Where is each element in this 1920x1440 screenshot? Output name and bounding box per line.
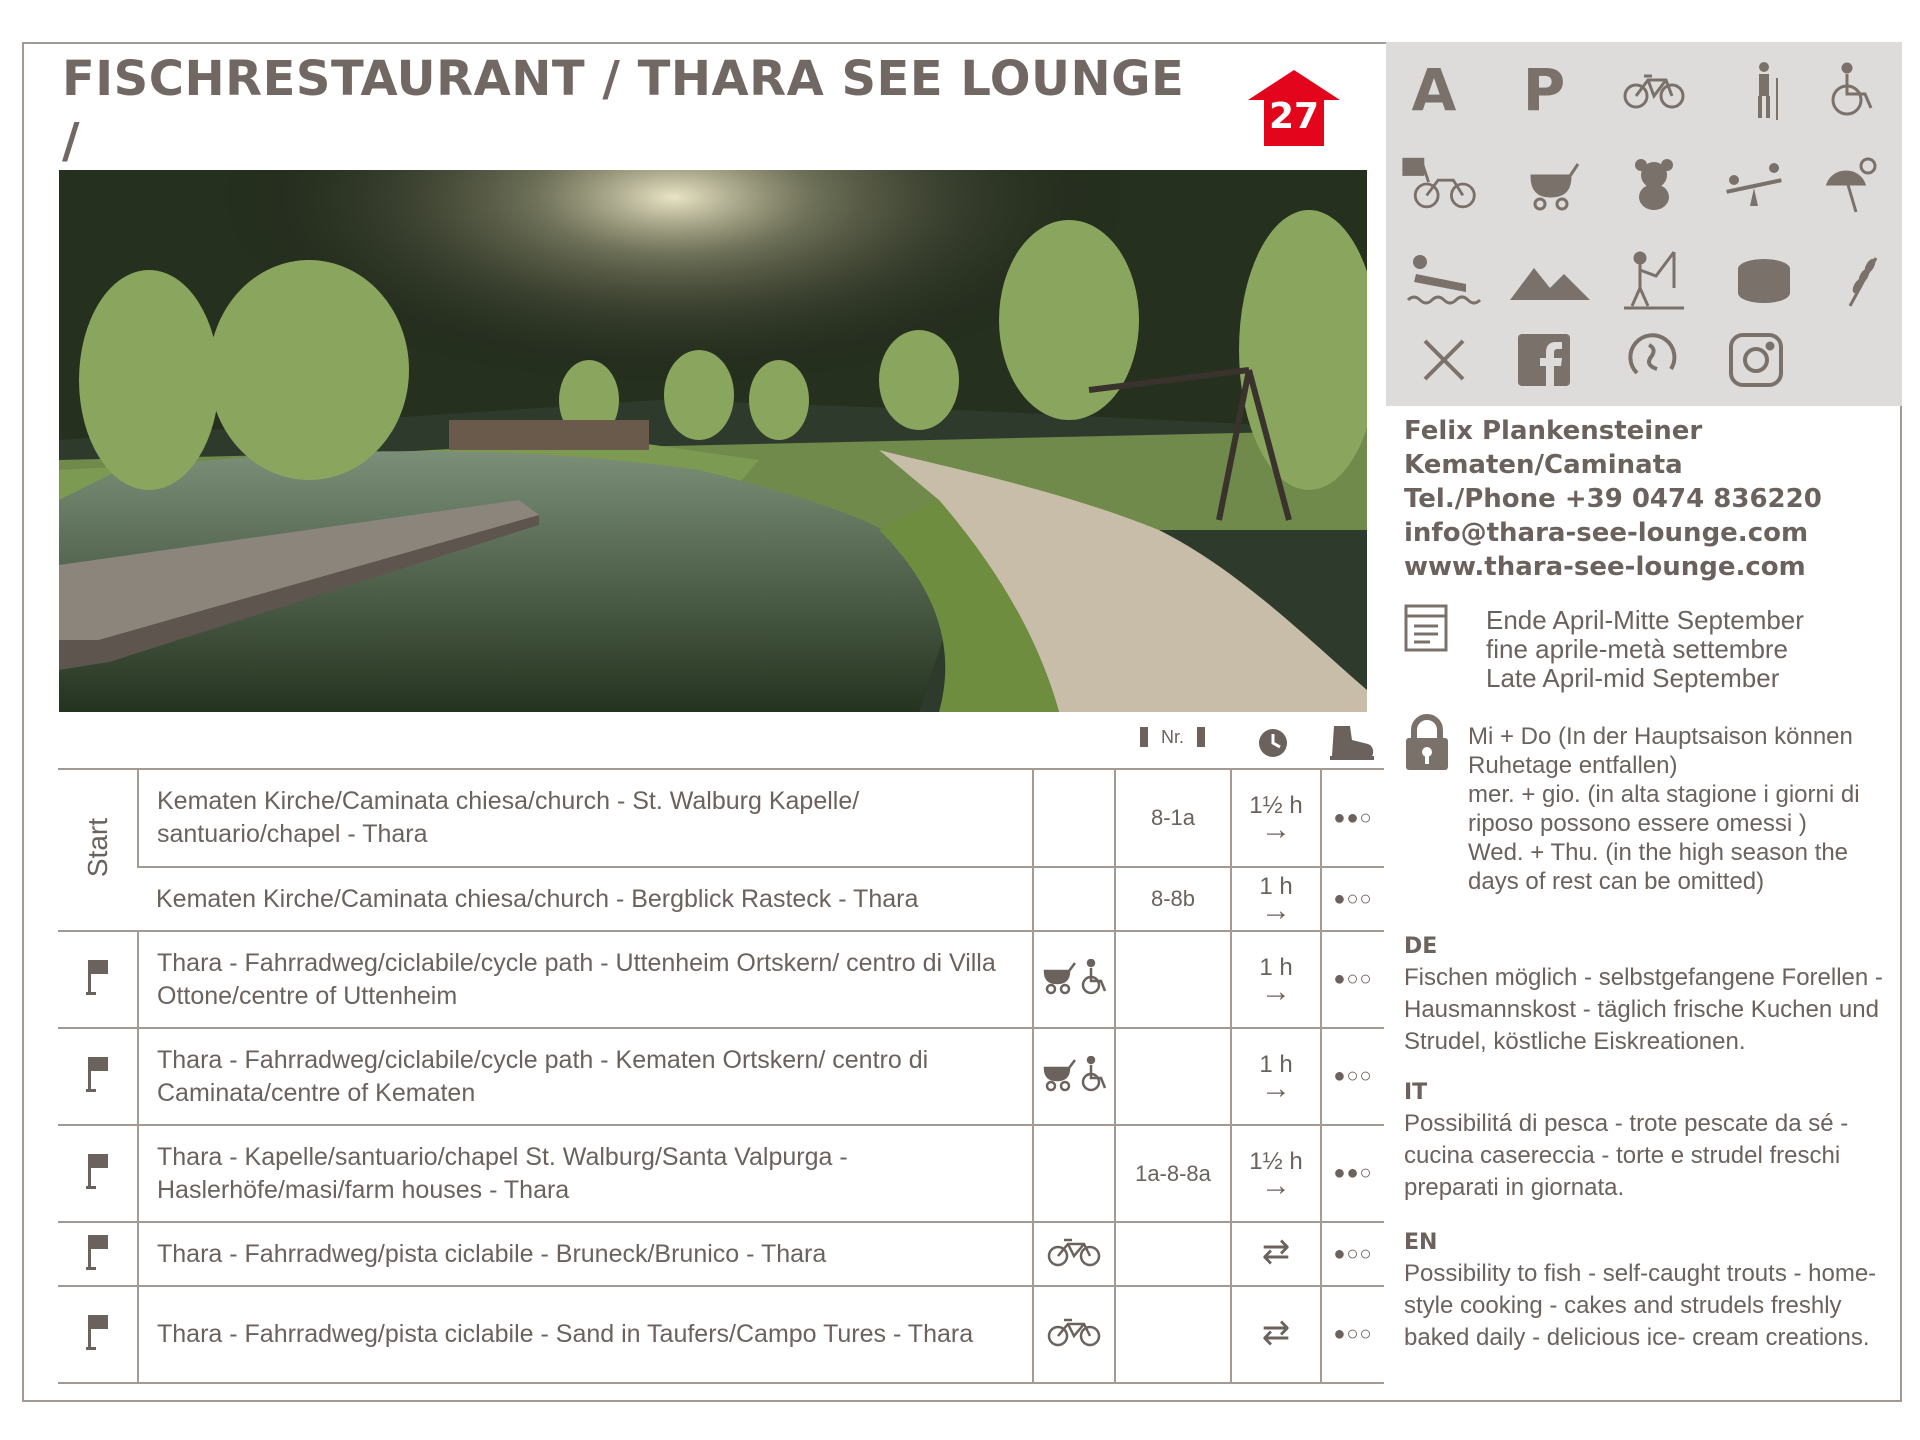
bicycle-icon: [1033, 1286, 1115, 1383]
table-row[interactable]: [58, 769, 1384, 867]
lang-code-it: IT: [1404, 1080, 1428, 1105]
clock-icon: [1258, 728, 1288, 763]
route-name: Thara - Fahrradweg/pista ciclabile - Bruneck/Brunico - Thara: [138, 1222, 1033, 1286]
hiker-icon: [1724, 50, 1804, 130]
season-en: Late April-mid September: [1486, 663, 1780, 693]
stroller-icon: [1514, 144, 1594, 224]
table-row[interactable]: [58, 1286, 1384, 1383]
teddy-bear-icon: [1614, 144, 1694, 224]
bike-trailer-icon: [1400, 144, 1480, 224]
route-time-label: 1 h: [1259, 873, 1293, 900]
sunbather-icon: [1404, 240, 1484, 320]
return-trip-icon: ⇄: [1231, 1222, 1321, 1286]
route-nr: [1115, 1286, 1231, 1383]
route-difficulty: ●○○: [1321, 1286, 1384, 1383]
contact-website[interactable]: www.thara-see-lounge.com: [1404, 552, 1806, 582]
seesaw-icon: [1714, 144, 1794, 224]
lake-photo: [59, 170, 1367, 712]
route-name: Kematen Kirche/Caminata chiesa/church - St. Walburg Kapelle/ santuario/chapel - Thara: [138, 769, 1033, 867]
number-badge: [1248, 70, 1340, 146]
contact-place: Kematen/Caminata: [1404, 450, 1683, 480]
start-label: Start: [81, 817, 113, 878]
description-it-text: Possibilitá di pesca - trote pescate da sé - cucina casereccia - torte e strudel freschi preparati in giornata.: [1404, 1110, 1849, 1201]
route-name: Thara - Fahrradweg/ciclabile/cycle path - Kematen Ortskern/ centro di Caminata/centre of Kematen: [138, 1028, 1033, 1125]
route-nr: 8-8b: [1115, 867, 1231, 931]
route-nr: [1115, 931, 1231, 1028]
route-time-label: 1½ h: [1249, 792, 1303, 819]
number-badge-label: 27: [1268, 96, 1320, 137]
table-row[interactable]: [58, 1222, 1384, 1286]
parking-icon: [1504, 50, 1584, 130]
start-cell: [58, 769, 138, 931]
route-time: [1231, 931, 1321, 1028]
contact-email[interactable]: info@thara-see-lounge.com: [1404, 518, 1809, 548]
route-difficulty: ●●○: [1321, 769, 1384, 867]
route-nr: 1a-8-8a: [1115, 1125, 1231, 1222]
table-row[interactable]: [58, 1028, 1384, 1125]
route-difficulty: ●○○: [1321, 867, 1384, 931]
grain-icon: [1824, 240, 1904, 320]
stroller-wheelchair-icon: [1033, 1028, 1115, 1125]
parking-letter: P: [1522, 56, 1566, 124]
cake-icon: [1724, 240, 1804, 320]
lang-code-de: DE: [1404, 934, 1438, 959]
routes-table: [58, 768, 1384, 1384]
description-de: [1404, 932, 1894, 1058]
return-trip-icon: ⇄: [1231, 1286, 1321, 1383]
arrow-right-icon: →: [1261, 1168, 1291, 1202]
table-row[interactable]: [58, 1125, 1384, 1222]
route-nr: 8-1a: [1115, 769, 1231, 867]
season-de: Ende April-Mitte September: [1486, 605, 1804, 635]
route-time: [1231, 1125, 1321, 1222]
sun-umbrella-icon: [1814, 144, 1894, 224]
rest-days-it: mer. + gio. (in alta stagione i giorni di riposo possono essere omessi ): [1468, 781, 1860, 837]
table-row[interactable]: [58, 931, 1384, 1028]
contact-name: Felix Plankensteiner: [1404, 416, 1703, 446]
nr-header-label: Nr.: [1161, 726, 1185, 747]
lang-code-en: EN: [1404, 1230, 1438, 1255]
route-access: [1033, 867, 1115, 931]
lock-icon: [1404, 714, 1450, 777]
route-nr: [1115, 1028, 1231, 1125]
route-time: [1231, 769, 1321, 867]
stroller-wheelchair-icon: [1033, 931, 1115, 1028]
route-time-label: 1½ h: [1249, 1147, 1303, 1175]
description-it: [1404, 1078, 1894, 1204]
contact-block: [1404, 414, 1822, 584]
route-difficulty: ●●○: [1321, 1125, 1384, 1222]
instagram-icon: [1716, 320, 1796, 400]
access-letter: A: [1411, 56, 1457, 124]
angler-icon: [1614, 240, 1694, 320]
title-line-1: FISCHRESTAURANT / THARA SEE LOUNGE /: [62, 51, 1185, 169]
arrow-right-icon: →: [1261, 974, 1291, 1008]
flag-icon: [58, 1028, 138, 1125]
wheelchair-icon: [1814, 50, 1894, 130]
facebook-icon: [1504, 320, 1584, 400]
route-access: [1033, 769, 1115, 867]
route-difficulty: ●○○: [1321, 1222, 1384, 1286]
flag-icon: [58, 1286, 138, 1383]
bicycle-icon: [1033, 1222, 1115, 1286]
flag-icon: [58, 931, 138, 1028]
arrow-right-icon: →: [1261, 1071, 1291, 1105]
contact-phone[interactable]: Tel./Phone +39 0474 836220: [1404, 484, 1822, 514]
description-de-text: Fischen möglich - selbstgefangene Forellen - Hausmannskost - täglich frische Kuchen und Strudel, köstliche Eiskreationen.: [1404, 964, 1883, 1055]
rest-days-block: [1468, 722, 1888, 896]
route-name: Thara - Fahrradweg/ciclabile/cycle path - Uttenheim Ortskern/ centro di Villa Ottone/centre of Uttenheim: [138, 931, 1033, 1028]
access-letter-icon: [1394, 50, 1474, 130]
arrow-right-icon: →: [1261, 894, 1291, 927]
description-en-text: Possibility to fish - self-caught trouts - home-style cooking - cakes and strudels freshly baked daily - delicious ice- cream creations.: [1404, 1260, 1877, 1351]
season-it: fine aprile-metà settembre: [1486, 634, 1789, 664]
route-name: Kematen Kirche/Caminata chiesa/church - Bergblick Rasteck - Thara: [138, 867, 1033, 931]
description-en: [1404, 1228, 1894, 1354]
route-name: Thara - Kapelle/santuario/chapel St. Walburg/Santa Valpurga - Haslerhöfe/masi/farm houses - Thara: [138, 1125, 1033, 1222]
arrow-right-icon: →: [1261, 813, 1291, 846]
rest-days-en: Wed. + Thu. (in the high season the days of rest can be omitted): [1468, 839, 1849, 895]
route-difficulty: ●○○: [1321, 931, 1384, 1028]
cutlery-icon: [1404, 320, 1484, 400]
table-row[interactable]: [58, 867, 1384, 931]
route-time: [1231, 1028, 1321, 1125]
route-time: [1231, 867, 1321, 931]
flag-icon: [58, 1222, 138, 1286]
bicycle-icon: [1614, 50, 1694, 130]
route-difficulty: ●○○: [1321, 1028, 1384, 1125]
flag-icon: [58, 1125, 138, 1222]
calendar-icon: [1404, 600, 1452, 659]
nr-column-header: [1140, 726, 1205, 748]
route-access: [1033, 1125, 1115, 1222]
mountains-icon: [1510, 240, 1590, 320]
tripadvisor-icon: [1614, 316, 1694, 396]
route-name: Thara - Fahrradweg/pista ciclabile - Sand in Taufers/Campo Tures - Thara: [138, 1286, 1033, 1383]
route-time-label: 1 h: [1259, 953, 1293, 981]
season-block: [1486, 606, 1804, 693]
rest-days-de: Mi + Do (In der Hauptsaison können Ruhetage entfallen): [1468, 723, 1853, 779]
route-time-label: 1 h: [1259, 1050, 1293, 1078]
route-nr: [1115, 1222, 1231, 1286]
hiking-boot-icon: [1328, 724, 1376, 765]
